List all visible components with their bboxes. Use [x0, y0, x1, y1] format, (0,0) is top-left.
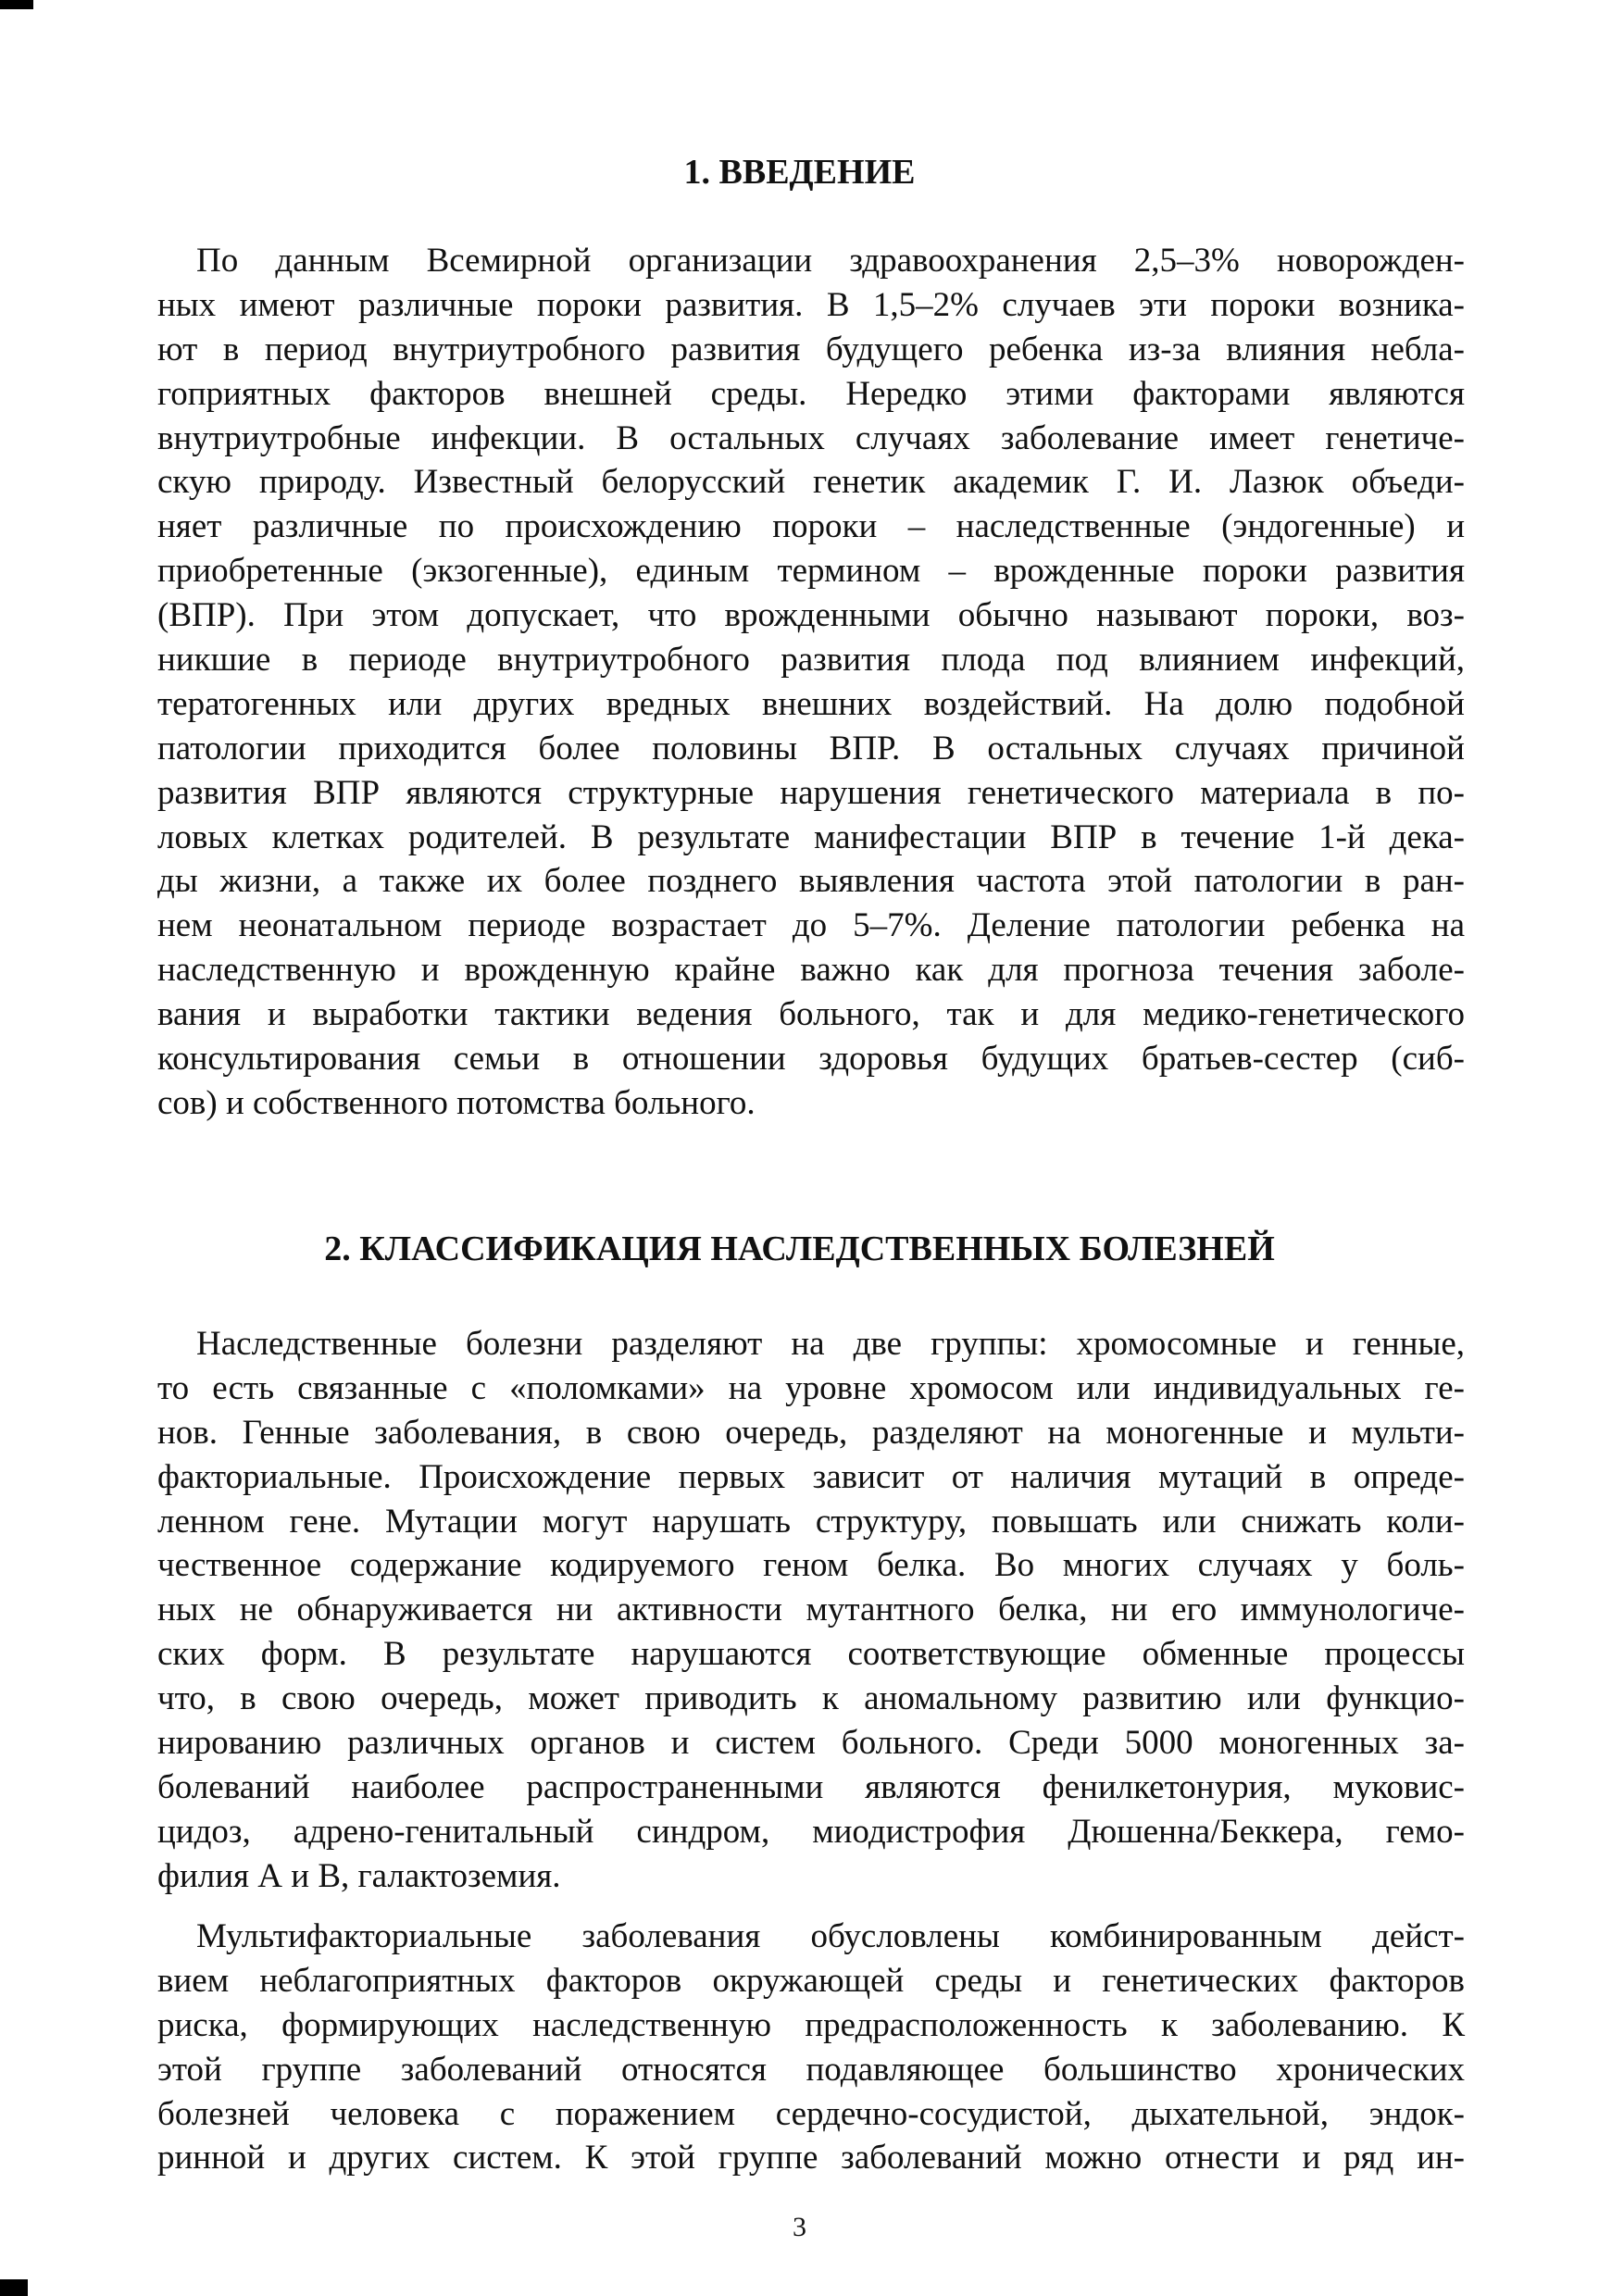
paragraph-introduction	[157, 239, 1465, 1126]
text-line: Наследственные болезни разделяют на две группы: хромосомные и генные,	[196, 1325, 1465, 1363]
text-line: что, в свою очередь, может приводить к аномальному развитию или функцио-	[157, 1679, 1465, 1718]
section-heading-classification: 2. КЛАССИФИКАЦИЯ НАСЛЕДСТВЕННЫХ БОЛЕЗНЕЙ	[324, 1229, 1275, 1268]
text-line: внутриутробные инфекции. В остальных случаях заболевание имеет генетиче-	[157, 418, 1465, 457]
text-line: цидоз, адрено-генитальный синдром, миодистрофия Дюшенна/Беккера, гемо-	[157, 1812, 1465, 1851]
text-line: няет различные по происхождению пороки – наследственные (эндогенные) и	[157, 507, 1465, 546]
text-line: вием неблагоприятных факторов окружающей среды и генетических факторов	[157, 1961, 1465, 2000]
text-line: ринной и других систем. К этой группе заболеваний можно отнести и ряд ин-	[157, 2139, 1465, 2177]
text-line: сов) и собственного потомства больного.	[157, 1083, 756, 1122]
text-line: ных имеют различные пороки развития. В 1,5–2% случаев эти пороки возника-	[157, 285, 1465, 324]
scan-corner-mark-top	[0, 0, 33, 9]
text-line: ды жизни, а также их более позднего выявления частота этой патологии в ран-	[157, 862, 1465, 901]
text-line: тератогенных или других вредных внешних воздействий. На долю подобной	[157, 684, 1465, 723]
text-line: наследственную и врожденную крайне важно как для прогноза течения заболе-	[157, 951, 1465, 990]
text-line: Мультифакториальные заболевания обусловлены комбинированным дейст-	[196, 1917, 1465, 1955]
text-line: гоприятных факторов внешней среды. Нередко этими факторами являются	[157, 374, 1465, 413]
text-line: консультирования семьи в отношении здоровья будущих братьев-сестер (сиб-	[157, 1040, 1465, 1079]
text-line: этой группе заболеваний относятся подавляющее большинство хронических	[157, 2050, 1465, 2089]
text-line: ских форм. В результате нарушаются соответствующие обменные процессы	[157, 1635, 1465, 1674]
text-line: ных не обнаруживается ни активности мутантного белка, ни его иммунологиче-	[157, 1591, 1465, 1629]
text-line: нов. Генные заболевания, в свою очередь, разделяют на моногенные и мульти-	[157, 1413, 1465, 1452]
text-line: вания и выработки тактики ведения больного, так и для медико-генетического	[157, 995, 1465, 1034]
text-line: скую природу. Известный белорусский генетик академик Г. И. Лазюк объеди-	[157, 463, 1465, 502]
text-line: нированию различных органов и систем больного. Среди 5000 моногенных за-	[157, 1724, 1465, 1763]
text-line: чественное содержание кодируемого геном белка. Во многих случаях у боль-	[157, 1546, 1465, 1585]
text-line: факториальные. Происхождение первых зависит от наличия мутаций в опреде-	[157, 1457, 1465, 1496]
text-line: филия А и В, галактоземия.	[157, 1856, 561, 1895]
section-heading-introduction: 1. ВВЕДЕНИЕ	[683, 153, 916, 192]
text-line: болезней человека с поражением сердечно-сосудистой, дыхательной, эндок-	[157, 2094, 1465, 2133]
text-line: По данным Всемирной организации здравоохранения 2,5–3% новорожден-	[196, 242, 1465, 280]
scan-corner-mark-bottom	[0, 2279, 28, 2296]
page-number: 3	[793, 2212, 806, 2242]
text-line: ленном гене. Мутации могут нарушать структуру, повышать или снижать коли-	[157, 1502, 1465, 1541]
text-line: (ВПР). При этом допускает, что врожденными обычно называют пороки, воз-	[157, 596, 1465, 635]
text-line: приобретенные (экзогенные), единым термином – врожденные пороки развития	[157, 552, 1465, 591]
text-line: развития ВПР являются структурные нарушения генетического материала в по-	[157, 773, 1465, 812]
paragraph-multifactorial	[157, 1915, 1465, 2180]
text-line: никшие в периоде внутриутробного развития плода под влиянием инфекций,	[157, 641, 1465, 680]
text-line: риска, формирующих наследственную предрасположенность к заболеванию. К	[157, 2005, 1465, 2044]
text-line: ют в период внутриутробного развития будущего ребенка из-за влияния небла-	[157, 330, 1465, 368]
text-line: то есть связанные с «поломками» на уровне хромосом или индивидуальных ге-	[157, 1368, 1465, 1407]
text-line: нем неонатальном периоде возрастает до 5–7%. Деление патологии ребенка на	[157, 906, 1465, 945]
paragraph-classification	[157, 1322, 1465, 1899]
text-line: болеваний наиболее распространенными являются фенилкетонурия, муковис-	[157, 1767, 1465, 1806]
text-line: патологии приходится более половины ВПР. В остальных случаях причиной	[157, 729, 1465, 767]
text-line: ловых клетках родителей. В результате манифестации ВПР в течение 1-й дека-	[157, 817, 1465, 856]
